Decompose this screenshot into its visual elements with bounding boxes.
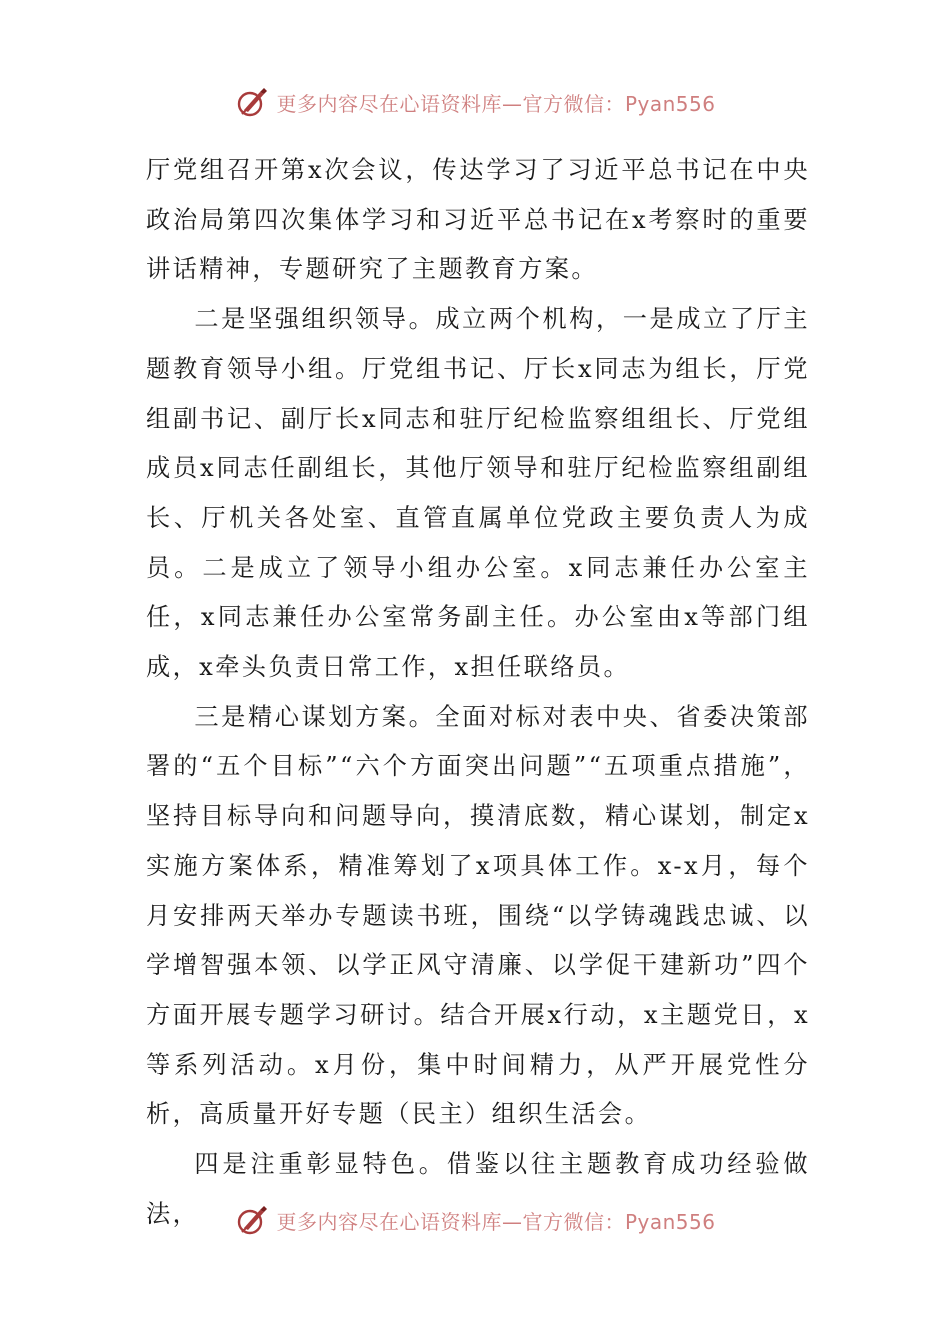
pen-logo-icon <box>234 1202 270 1238</box>
header-banner <box>0 80 950 124</box>
footer-banner-inner <box>234 1202 715 1238</box>
footer-banner <box>0 1198 950 1238</box>
paragraph-1: 厅党组召开第x次会议，传达学习了习近平总书记在中央政治局第四次集体学习和习近平总书记在x考察时的重要讲话精神，专题研究了主题教育方案。 <box>146 156 810 284</box>
header-banner-text: 更多内容尽在心语资料库—官方微信：Pyan556 <box>276 91 716 116</box>
paragraph-2: 二是坚强组织领导。成立两个机构，一是成立了厅主题教育领导小组。厅党组书记、厅长x同志为组长，厅党组副书记、副厅长x同志和驻厅纪检监察组组长、厅党组成员x同志任副组长，其他厅领导和驻厅纪检监察组副组长、厅机关各处室、直管直属单位党政主要负责人为成员。二是成立了领导小组办公室。x同志兼任办公室主任，x同志兼任办公室常务副主任。办公室由x等部门组成，x牵头负责日常工作，x担任联络员。 <box>146 305 810 682</box>
pen-logo-icon <box>234 84 270 120</box>
paragraph-4: 四是注重彰显特色。借鉴以往主题教育成功经验做法， <box>146 1150 810 1228</box>
document-body <box>146 146 810 1239</box>
paragraph-3: 三是精心谋划方案。全面对标对表中央、省委决策部署的“五个目标”“六个方面突出问题”“五项重点措施”，坚持目标导向和问题导向，摸清底数，精心谋划，制定x实施方案体系，精准筹划了x项具体工作。x-x月，每个月安排两天举办专题读书班，围绕“以学铸魂践忠诚、以学增智强本领、以学正风守清廉、以学促干建新功”四个方面开展专题学习研讨。结合开展x行动，x主题党日，x等系列活动。x月份，集中时间精力，从严开展党性分析，高质量开好专题（民主）组织生活会。 <box>146 702 810 1129</box>
footer-banner-text: 更多内容尽在心语资料库—官方微信：Pyan556 <box>276 1209 716 1234</box>
header-banner-inner <box>234 84 715 120</box>
